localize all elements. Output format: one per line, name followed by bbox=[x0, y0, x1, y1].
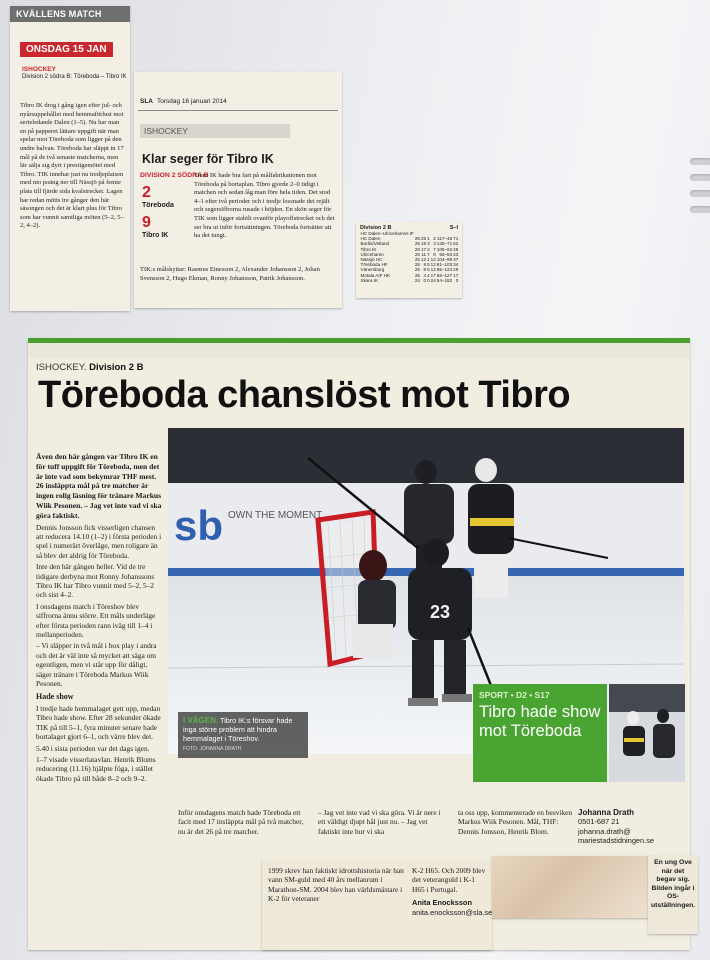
stat-cell: 19 bbox=[420, 241, 427, 247]
paragraph: I tredje hade hemmalaget gett upp, medan Tibro hade show. Efter 28 sekunder ökade TIK på till 5–1, fyra minuter senare hade bortalaget gjort 6–1, och värre blev det. bbox=[36, 703, 161, 742]
clipping-lower-article bbox=[262, 860, 492, 950]
author-box bbox=[578, 808, 688, 846]
division-label: DIVISION 2 SÖDRA B bbox=[140, 172, 209, 179]
paper-header bbox=[140, 98, 227, 105]
jersey-number: 23 bbox=[429, 602, 451, 622]
paper-date: Torsdag 16 januari 2014 bbox=[157, 98, 227, 105]
team1-name: Töreboda bbox=[142, 202, 174, 209]
stat-cell: 49 bbox=[453, 246, 459, 252]
stat-cell: 17 bbox=[453, 272, 459, 278]
stat-cell: 1 bbox=[427, 257, 430, 263]
stat-cell: 71 bbox=[453, 236, 459, 242]
team-cell: Skara IK bbox=[360, 277, 379, 283]
stat-cell: 105–62 bbox=[436, 246, 453, 252]
table-title: Division 2 B bbox=[360, 225, 392, 231]
stat-cell: 7 bbox=[427, 251, 430, 257]
photo-fragment bbox=[492, 856, 652, 918]
stat-cell: 25 bbox=[414, 257, 420, 263]
article-body: Tibro IK hade bra fart på målfabrikationen mot Töreboda på bortaplan. Tibro gjorde 2–0 tidigt i matchen och sedan låg man före hela tiden. Det stod 4–1 efter två perioder och i tredje lossnade det rejält och segersiffrorna rusade i höjden. En skön seger för TIK som ligger stabilt ovanför playoffstrecket och det ser bra ut inför fortsättningen. Töreboda fortsätter att ha det tungt. bbox=[194, 172, 335, 240]
paragraph: 5.40 i sista perioden var det dags igen. bbox=[36, 743, 150, 753]
stat-cell: 24 bbox=[414, 277, 420, 283]
stat-cell: 2 bbox=[433, 236, 436, 242]
stat-cell: 12 bbox=[430, 267, 436, 273]
stat-cell: 85–123 bbox=[436, 267, 453, 273]
paragraph: – Vi släpper in två mål i box play i andra och det är väl inte så mycket att säga om egentligen, men vi står upp för dåligt, säger tränare i Töreboda Markus Wiik Pesonen. bbox=[36, 641, 157, 689]
stat-cell: 8 bbox=[433, 251, 436, 257]
stat-cell: 0 bbox=[423, 277, 427, 283]
paper-name: SLA bbox=[140, 98, 153, 105]
article-column bbox=[36, 452, 164, 785]
paragraph: I onsdagens match i Töreshov blev siffrorna ännu större. Ett måls underläge efter första perioden rann iväg till 1–4 i mellanperioden. bbox=[36, 601, 156, 640]
paragraph: Inte den här gången heller. Vid de tre tidigare derbyna mot Ronny Johanssons Tibro IK har Tibro vunnit med 5–2, 5–2 och sist 4–2. bbox=[36, 562, 155, 600]
stat-cell: 17 bbox=[430, 272, 436, 278]
date-tag: ONSDAG 15 JAN bbox=[20, 42, 113, 57]
stat-cell: 54–182 bbox=[436, 277, 453, 283]
stat-cell: 34 bbox=[453, 262, 459, 268]
stat-cell: 26 bbox=[414, 236, 420, 242]
table-round: S–I bbox=[449, 225, 458, 231]
team-cell: Ulricehamn bbox=[360, 251, 384, 257]
stat-cell: 81–103 bbox=[436, 262, 453, 268]
stat-cell: 8 bbox=[423, 267, 427, 273]
stat-cell: 24 bbox=[430, 277, 436, 283]
division-name: Division 2 B bbox=[89, 362, 144, 373]
clipping-kvallens-match bbox=[10, 6, 130, 311]
team-cell: HC Dalen bbox=[360, 236, 381, 242]
stat-cell: 117–48 bbox=[437, 236, 453, 242]
green-rule-bar bbox=[28, 338, 690, 358]
stat-cell: 12 bbox=[430, 262, 436, 268]
sport-tag: SPORT • D2 • S17 bbox=[479, 690, 550, 700]
team-cell: Tibro IK bbox=[360, 246, 377, 252]
stat-cell: 25 bbox=[414, 262, 420, 268]
section-name: ISHOCKEY. bbox=[36, 362, 87, 373]
team2-score: 9 bbox=[142, 214, 151, 231]
stat-cell: 25 bbox=[420, 236, 427, 242]
subheading: Hade show bbox=[36, 692, 74, 702]
sport-teaser-text: Tibro hade show mot Töreboda bbox=[479, 703, 601, 740]
team-cell: Vänersborg bbox=[360, 267, 385, 273]
bottom-paragraph: Inför onsdagens match hade Töreboda ett facit med 17 insläppta mål på två matcher, nu är det 26 på tre matcher. bbox=[178, 808, 304, 836]
divider bbox=[138, 110, 338, 111]
thumbnail-photo bbox=[609, 684, 685, 782]
stat-cell: 12 bbox=[420, 257, 427, 263]
paragraph-text: K-2 H65. Och 2009 blev det veteranguld i K-1 H65 i Portugal. bbox=[412, 866, 486, 894]
side-caption: En ung Ove när det begav sig. Bilden ingår i OS-utställningen. bbox=[648, 856, 698, 934]
stat-cell: 130–71 bbox=[436, 241, 453, 247]
division-label: Division 2 södra B: Töreboda – Tibro IK bbox=[22, 74, 127, 80]
photo-credit: FOTO: JOHANNA DRATH bbox=[183, 746, 242, 752]
bottom-paragraph: – Jag vet inte vad vi ska göra. Vi är nere i ett väldigt djupt hål just nu. – Jag vet faktiskt inte hur vi ska bbox=[318, 808, 441, 836]
kicker: KVÄLLENS MATCH bbox=[10, 6, 130, 22]
stat-cell: 4 bbox=[427, 272, 430, 278]
stat-cell: 25 bbox=[414, 272, 420, 278]
stat-cell: 0 bbox=[427, 277, 430, 283]
binder-hole bbox=[690, 158, 710, 165]
binder-hole bbox=[690, 174, 710, 181]
paragraph: 1999 skrev han faktiskt idrottshistoria när han vann SM-guld med 40 års mellanrum i Marathon-SM. 2004 blev han världsmästare i K-2 för veteraner bbox=[268, 866, 404, 904]
stat-cell: 1 bbox=[427, 236, 430, 242]
stat-cell: 8 bbox=[423, 262, 427, 268]
team-cell: Nässjö HC bbox=[360, 257, 383, 263]
standings-table bbox=[360, 231, 459, 283]
bottom-paragraph: ta oss upp, kommenterade en besviken Markus Wiik Pesonen. Mål, THF: Dennis Jonsson, Henrik Blom. bbox=[458, 808, 573, 836]
stat-cell: 29 bbox=[453, 267, 459, 273]
sponsor-logo: sb bbox=[174, 502, 224, 549]
stat-cell: 11 bbox=[421, 251, 427, 257]
stat-cell: 93–84 bbox=[439, 251, 453, 257]
stat-cell: 4 bbox=[423, 272, 427, 278]
binder-hole bbox=[690, 206, 710, 213]
stat-cell: 2 bbox=[427, 246, 430, 252]
author-phone: 0501-687 21 bbox=[578, 817, 620, 827]
scorers: TIK:s målskyttar: Rasmus Einesson 2, Alexander Johansson 2, Johan Svensson 2, Hugo Ekman, Ronny Johansson, Patrik Johansson. bbox=[140, 266, 320, 282]
section-bar: ISHOCKEY bbox=[140, 124, 290, 138]
team-cell: HC Dalen–Ulricehamns IF bbox=[360, 231, 414, 236]
stat-cell: 58–127 bbox=[436, 272, 453, 278]
standings-table-clip bbox=[356, 222, 462, 298]
stat-cell: 25 bbox=[414, 267, 420, 273]
main-headline: Töreboda chanslöst mot Tibro bbox=[38, 374, 571, 416]
stat-cell: 26 bbox=[414, 246, 420, 252]
caption-text: Tibro IK:s försvar hade inga större problem att hindra hemmalaget i Töreshov. bbox=[183, 716, 293, 743]
sport-teaser-box bbox=[473, 684, 607, 782]
article-lead: Även den här gången var Tibro IK en för tuff uppgift för Töreboda, men det är inte vad som bekymrar THF mest. 26 insläppta mål på tre matcher är ingen rolig läsning för tränare Markus Wiik Pesonen. – Jag vet inte vad vi ska göra faktiskt. bbox=[36, 452, 162, 520]
author-name: Johanna Drath bbox=[578, 808, 635, 817]
team-cell: Töreboda HF bbox=[360, 262, 388, 268]
headline: Klar seger för Tibro IK bbox=[142, 152, 274, 166]
stat-cell: 17 bbox=[420, 246, 427, 252]
team-cell: Motala AIF HK bbox=[360, 272, 391, 278]
stat-cell: 7 bbox=[433, 246, 436, 252]
stat-cell: 104–99 bbox=[436, 257, 453, 263]
stat-cell: 62 bbox=[453, 241, 459, 247]
team-cell: Borås/Vetland bbox=[360, 241, 390, 247]
author-name: Anita Enocksson bbox=[412, 898, 472, 908]
arena-sign: OWN THE MOMENT bbox=[228, 510, 323, 521]
stat-cell: 25 bbox=[414, 241, 420, 247]
stat-cell: 26 bbox=[414, 251, 420, 257]
stat-cell: 3 bbox=[433, 241, 436, 247]
clipping-klar-seger bbox=[134, 72, 342, 308]
article-body: Tibro IK drog i gång igen efter jul- och nyårsuppehållet med hemmaförlust mot serieledande Dalen (1–5). Nu har man en på papperet lättare uppgift när man spelar mot Töreboda som ligger på den undre halvan. Töreboda har släppt in 17 mål på de två senaste matcherna, men lär sälja sig dyrt i prestigemötet med Tibro. TIK innehar just nu tredjeplatsen med nio poäng ner till Nässjö på femte plats till fjärde sida kvalstrecket. Lagen har redan mötts tre gånger den här säsongen och det är klart plus för Tibro som har vunnit samtliga möten (5–2, 5–2, 4–2). bbox=[20, 102, 124, 230]
stat-cell: 12 bbox=[430, 257, 436, 263]
author-email: johanna.drath@ mariestadstidningen.se bbox=[578, 826, 655, 846]
section-label bbox=[36, 362, 144, 373]
team1-score: 2 bbox=[142, 184, 151, 201]
stat-cell: 3 bbox=[427, 241, 430, 247]
stat-cell: 5 bbox=[427, 262, 430, 268]
photo-caption bbox=[178, 712, 308, 758]
stat-cell: 43 bbox=[453, 251, 459, 257]
stat-cell: 5 bbox=[427, 267, 430, 273]
stat-cell: 0 bbox=[455, 277, 459, 283]
author-email: anita.enocksson@sla.se bbox=[412, 907, 492, 917]
stat-cell: 37 bbox=[453, 257, 459, 263]
caption-head: I VÅGEN. bbox=[183, 716, 219, 725]
paragraph: 1–7 visade visserlatavlan. Henrik Bloms reducering (11.16) hjälpte föga, i stället ökade Tibro på till både 8–2 och 9–2. bbox=[36, 754, 156, 783]
sport-label: ISHOCKEY bbox=[22, 66, 56, 73]
binder-hole bbox=[690, 190, 710, 197]
team2-name: Tibro IK bbox=[142, 232, 169, 239]
paragraph bbox=[412, 866, 492, 917]
paragraph: Dennis Jonsson fick visserligen chansen att reducera 14.10 (1–2) i första perioden i spel i numerärt överläge, men roligare än så blev det aldrig för Töreboda. bbox=[36, 522, 162, 560]
table-row bbox=[360, 278, 459, 283]
